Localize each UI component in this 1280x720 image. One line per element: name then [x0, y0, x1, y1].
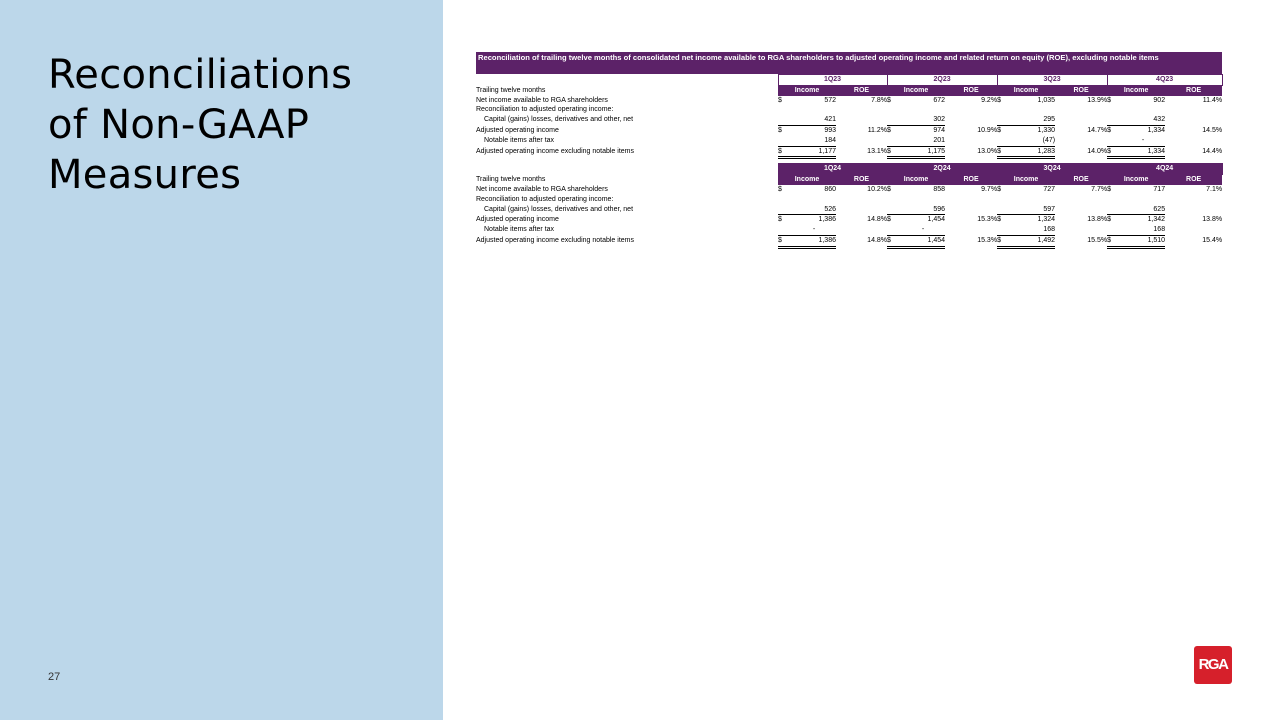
blank-cell	[1107, 205, 1121, 215]
blank-cell	[1165, 105, 1222, 115]
capital-gains-value: 526	[792, 205, 836, 215]
col-roe-header: ROE	[945, 175, 997, 185]
blank-cell	[778, 136, 792, 146]
capital-gains-value: 295	[1011, 115, 1055, 125]
period-label: Trailing twelve months	[476, 85, 778, 95]
adjusted-income-value: 1,454	[927, 216, 946, 224]
quarter-header: 2Q23	[887, 75, 997, 86]
blank-cell	[887, 225, 901, 235]
adjusted-income-label: Adjusted operating income	[476, 216, 559, 224]
adjusted-income-label: Adjusted operating income	[476, 126, 559, 134]
net-income-value: 902	[1153, 96, 1166, 104]
blank-cell	[836, 105, 887, 115]
blank-cell	[1107, 115, 1121, 125]
col-roe-header: ROE	[836, 85, 887, 95]
net-income-value: 858	[933, 185, 946, 193]
adjusted-excl-notable-roe: 15.3%	[977, 237, 998, 245]
currency-sign: $	[1107, 146, 1121, 158]
blank-cell	[1055, 105, 1107, 115]
adjusted-income-roe: 10.9%	[977, 126, 998, 134]
adjusted-excl-notable-roe: 14.0%	[1087, 148, 1108, 156]
capital-gains-value: 421	[792, 115, 836, 125]
currency-sign: $	[997, 96, 1001, 104]
adjusted-income-roe: 14.7%	[1087, 126, 1108, 134]
currency-sign: $	[778, 185, 782, 193]
quarter-header: 1Q23	[778, 75, 887, 86]
blank-cell	[836, 205, 887, 215]
blank-cell	[945, 136, 997, 146]
adjusted-excl-notable-value: 1,386	[792, 235, 836, 247]
quarter-header: 4Q24	[1107, 164, 1222, 175]
adjusted-excl-notable-value: 1,492	[1011, 235, 1055, 247]
blank-cell	[887, 205, 901, 215]
col-income-header: Income	[1107, 85, 1165, 95]
quarter-header-row	[476, 164, 1222, 175]
net-income-value: 672	[933, 96, 946, 104]
blank-cell	[997, 205, 1011, 215]
net-income-roe: 9.2%	[981, 96, 998, 104]
blank-cell	[901, 105, 945, 115]
blank-cell	[1165, 136, 1222, 146]
net-income-value: 717	[1153, 185, 1166, 193]
col-roe-header: ROE	[1165, 175, 1222, 185]
adjusted-excl-notable-roe: 15.4%	[1202, 237, 1223, 245]
blank-cell	[945, 195, 997, 205]
blank-cell	[887, 115, 901, 125]
capital-gains-row	[476, 205, 1222, 215]
adjusted-excl-notable-roe: 13.0%	[977, 148, 998, 156]
capital-gains-value: 432	[1121, 115, 1165, 125]
blank-cell	[778, 195, 792, 205]
notable-items-value: (47)	[1011, 136, 1055, 146]
adjusted-excl-notable-roe: 14.4%	[1202, 148, 1223, 156]
notable-items-label: Notable items after tax	[484, 226, 555, 234]
adjusted-excl-notable-value: 1,510	[1121, 235, 1165, 247]
notable-items-row	[476, 136, 1222, 146]
currency-sign: $	[997, 146, 1011, 158]
col-roe-header: ROE	[1055, 175, 1107, 185]
quarter-header: 3Q23	[997, 75, 1107, 86]
net-income-roe: 7.7%	[1091, 185, 1108, 193]
quarter-header: 2Q24	[887, 164, 997, 175]
blank-cell	[792, 195, 836, 205]
notable-items-label: Notable items after tax	[484, 137, 555, 145]
column-header-row	[476, 85, 1222, 95]
adjusted-income-roe: 15.3%	[977, 216, 998, 224]
blank-cell	[887, 195, 901, 205]
adjusted-excl-notable-value: 1,177	[792, 146, 836, 158]
page-number: 27	[48, 671, 61, 683]
col-roe-header: ROE	[945, 85, 997, 95]
currency-sign: $	[1107, 126, 1111, 134]
net-income-roe: 13.9%	[1087, 96, 1108, 104]
blank-cell	[1107, 105, 1121, 115]
period-label: Trailing twelve months	[476, 175, 778, 185]
currency-sign: $	[997, 235, 1011, 247]
adjusted-excl-notable-label: Adjusted operating income excluding notable items	[476, 237, 634, 245]
blank-cell	[1011, 195, 1055, 205]
currency-sign: $	[887, 146, 901, 158]
adjusted-excl-notable-label: Adjusted operating income excluding notable items	[476, 148, 634, 156]
blank-cell	[887, 136, 901, 146]
adjusted-income-roe: 14.5%	[1202, 126, 1223, 134]
adjusted-income-value: 1,324	[1037, 216, 1056, 224]
blank-cell	[778, 105, 792, 115]
currency-sign: $	[887, 185, 891, 193]
net-income-row	[476, 185, 1222, 195]
adjusted-income-roe: 13.8%	[1087, 216, 1108, 224]
blank-cell	[836, 115, 887, 125]
blank-cell	[945, 115, 997, 125]
blank-cell	[887, 105, 901, 115]
currency-sign: $	[1107, 216, 1111, 224]
adjusted-income-value: 993	[824, 126, 836, 134]
net-income-roe: 7.8%	[871, 96, 888, 104]
net-income-value: 860	[824, 185, 836, 193]
blank-cell	[1055, 195, 1107, 205]
adjusted-excl-notable-value: 1,175	[901, 146, 945, 158]
col-income-header: Income	[778, 85, 836, 95]
blank-cell	[1165, 205, 1222, 215]
currency-sign: $	[778, 126, 782, 134]
col-income-header: Income	[887, 175, 945, 185]
adjusted-excl-notable-roe: 14.8%	[867, 237, 888, 245]
adjusted-income-row	[476, 215, 1222, 225]
col-roe-header: ROE	[1165, 85, 1222, 95]
blank-cell	[1011, 105, 1055, 115]
currency-sign: $	[887, 126, 891, 134]
blank-cell	[778, 225, 792, 235]
net-income-value: 1,035	[1037, 96, 1056, 104]
blank-cell	[836, 195, 887, 205]
currency-sign: $	[997, 185, 1001, 193]
currency-sign: $	[1107, 235, 1121, 247]
blank-cell	[836, 225, 887, 235]
blank-cell	[1121, 105, 1165, 115]
capital-gains-value: 302	[901, 115, 945, 125]
currency-sign: $	[1107, 96, 1111, 104]
currency-sign: $	[778, 146, 792, 158]
notable-items-row	[476, 225, 1222, 235]
blank-cell	[1107, 195, 1121, 205]
blank-cell	[1121, 195, 1165, 205]
adjusted-excl-notable-row	[476, 235, 1222, 247]
recon-label-row	[476, 105, 1222, 115]
blank-cell	[945, 225, 997, 235]
adjusted-excl-notable-roe: 15.5%	[1087, 237, 1108, 245]
blank-cell	[1055, 205, 1107, 215]
net-income-roe: 10.2%	[867, 185, 888, 193]
col-income-header: Income	[997, 175, 1055, 185]
quarter-header: 3Q24	[997, 164, 1107, 175]
adjusted-excl-notable-value: 1,454	[901, 235, 945, 247]
currency-sign: $	[778, 96, 782, 104]
net-income-value: 572	[824, 96, 836, 104]
notable-items-value: 201	[901, 136, 945, 146]
capital-gains-row	[476, 115, 1222, 125]
adjusted-income-row	[476, 125, 1222, 135]
report-title: Reconciliation of trailing twelve months of consolidated net income available to RGA shareholders to adjusted operating income and related return on equity (ROE), excluding notable items	[476, 52, 1222, 74]
blank-cell	[1055, 136, 1107, 146]
net-income-roe: 11.4%	[1202, 96, 1223, 104]
currency-sign: $	[1107, 185, 1111, 193]
blank-cell	[1107, 225, 1121, 235]
net-income-label: Net income available to RGA shareholders	[476, 96, 608, 104]
notable-items-value: -	[1121, 136, 1165, 146]
currency-sign: $	[887, 96, 891, 104]
capital-gains-value: 597	[1011, 205, 1055, 215]
blank-cell	[792, 105, 836, 115]
adjusted-income-value: 1,342	[1147, 216, 1166, 224]
blank-cell	[997, 136, 1011, 146]
slide-title-line-2: of Non-GAAP	[48, 102, 310, 148]
capital-gains-label: Capital (gains) losses, derivatives and other, net	[484, 205, 634, 213]
net-income-value: 727	[1043, 185, 1056, 193]
currency-sign: $	[887, 235, 901, 247]
blank-cell	[778, 115, 792, 125]
notable-items-value: -	[792, 225, 836, 235]
quarter-header: 1Q24	[778, 164, 887, 175]
net-income-roe: 9.7%	[981, 185, 998, 193]
reconciliation-table	[476, 74, 1223, 249]
currency-sign: $	[778, 235, 792, 247]
col-income-header: Income	[778, 175, 836, 185]
blank-cell	[1107, 136, 1121, 146]
blank-cell	[1055, 115, 1107, 125]
notable-items-value: 168	[1011, 225, 1055, 235]
currency-sign: $	[778, 216, 782, 224]
capital-gains-label: Capital (gains) losses, derivatives and other, net	[484, 116, 634, 124]
net-income-roe: 7.1%	[1206, 185, 1223, 193]
slide-title-line-3: Measures	[48, 152, 242, 198]
currency-sign: $	[887, 216, 891, 224]
net-income-label: Net income available to RGA shareholders	[476, 185, 608, 193]
blank-cell	[476, 75, 778, 86]
col-income-header: Income	[1107, 175, 1165, 185]
recon-label: Reconciliation to adjusted operating income:	[476, 195, 614, 203]
adjusted-income-value: 1,334	[1147, 126, 1166, 134]
adjusted-income-value: 1,330	[1037, 126, 1056, 134]
blank-cell	[945, 105, 997, 115]
capital-gains-value: 596	[901, 205, 945, 215]
quarter-header: 4Q23	[1107, 75, 1222, 86]
currency-sign: $	[997, 126, 1001, 134]
blank-cell	[945, 205, 997, 215]
blank-cell	[997, 105, 1011, 115]
col-income-header: Income	[997, 85, 1055, 95]
col-roe-header: ROE	[836, 175, 887, 185]
blank-cell	[1165, 115, 1222, 125]
blank-cell	[1165, 225, 1222, 235]
blank-cell	[778, 205, 792, 215]
blank-cell	[901, 195, 945, 205]
adjusted-income-roe: 11.2%	[867, 126, 888, 134]
slide-title	[48, 50, 428, 200]
col-roe-header: ROE	[1055, 85, 1107, 95]
adjusted-excl-notable-value: 1,283	[1011, 146, 1055, 158]
reconciliation-report	[476, 52, 1222, 249]
blank-cell	[997, 195, 1011, 205]
adjusted-income-value: 1,386	[818, 216, 836, 224]
notable-items-value: 168	[1121, 225, 1165, 235]
blank-cell	[997, 225, 1011, 235]
quarter-header-row	[476, 75, 1222, 86]
recon-label-row	[476, 195, 1222, 205]
blank-cell	[836, 136, 887, 146]
adjusted-income-value: 974	[933, 126, 946, 134]
column-header-row	[476, 175, 1222, 185]
blank-cell	[1055, 225, 1107, 235]
slide-title-line-1: Reconciliations	[48, 52, 353, 98]
capital-gains-value: 625	[1121, 205, 1165, 215]
currency-sign: $	[997, 216, 1001, 224]
net-income-row	[476, 96, 1222, 106]
adjusted-income-roe: 13.8%	[1202, 216, 1223, 224]
blank-cell	[476, 164, 778, 175]
adjusted-excl-notable-roe: 13.1%	[867, 148, 888, 156]
notable-items-value: -	[901, 225, 945, 235]
adjusted-excl-notable-value: 1,334	[1121, 146, 1165, 158]
blank-cell	[1165, 195, 1222, 205]
blank-cell	[997, 115, 1011, 125]
adjusted-excl-notable-row	[476, 146, 1222, 158]
col-income-header: Income	[887, 85, 945, 95]
recon-label: Reconciliation to adjusted operating income:	[476, 106, 614, 114]
rga-logo: RGA	[1194, 646, 1232, 684]
adjusted-income-roe: 14.8%	[867, 216, 888, 224]
notable-items-value: 184	[792, 136, 836, 146]
